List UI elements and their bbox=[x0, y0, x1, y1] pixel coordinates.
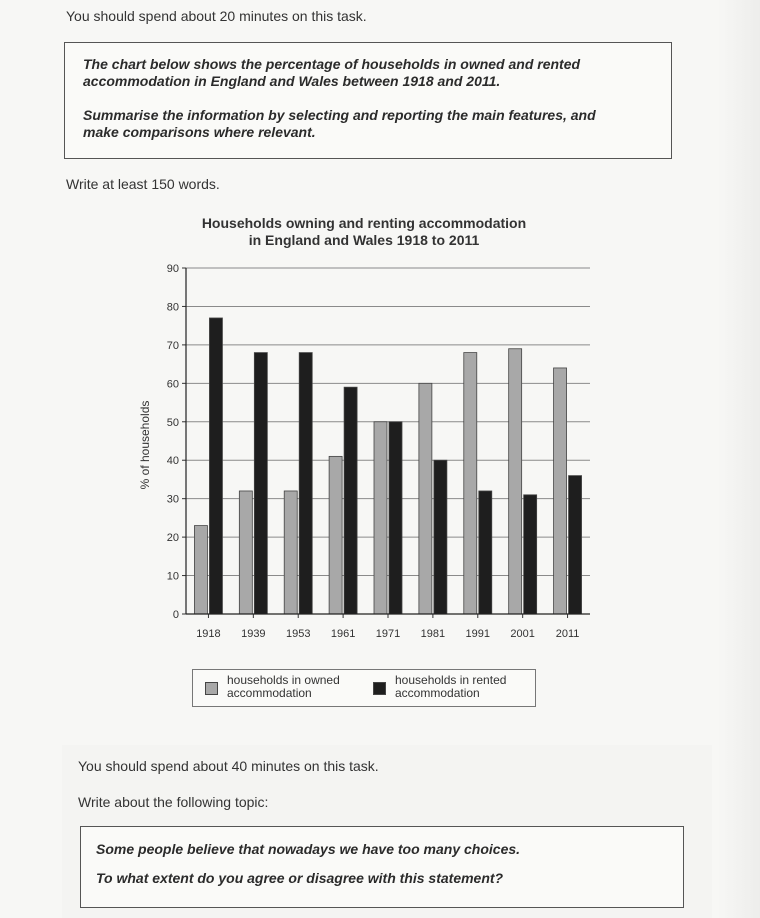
task1-summary-line2: make comparisons where relevant. bbox=[83, 124, 316, 140]
y-tick-label: 20 bbox=[166, 532, 179, 545]
bar-owned-1953 bbox=[284, 491, 297, 614]
legend-label-rented-line2: accommodation bbox=[395, 686, 480, 700]
legend-label-owned-line2: accommodation bbox=[227, 686, 312, 700]
bar-rented-1953 bbox=[299, 353, 312, 614]
task1-summary-line1: Summarise the information by selecting and reporting the main features, and bbox=[83, 107, 596, 123]
y-tick-label: 60 bbox=[166, 378, 179, 391]
y-tick-label: 50 bbox=[166, 416, 179, 429]
legend-swatch-owned bbox=[205, 682, 218, 695]
legend-label-rented bbox=[395, 674, 506, 700]
bar-owned-1939 bbox=[239, 491, 252, 614]
y-tick-label: 10 bbox=[166, 570, 179, 583]
bar-owned-1961 bbox=[329, 456, 342, 614]
bar-owned-1918 bbox=[194, 526, 207, 614]
y-tick-label: 0 bbox=[172, 609, 179, 621]
bar-rented-2001 bbox=[524, 495, 537, 614]
bar-rented-1991 bbox=[479, 491, 492, 614]
x-tick-label: 1918 bbox=[196, 628, 221, 640]
legend-label-owned bbox=[227, 674, 340, 700]
x-tick-label: 2001 bbox=[510, 628, 535, 640]
bar-rented-1971 bbox=[389, 422, 402, 614]
y-tick-label: 90 bbox=[166, 263, 179, 275]
x-tick-label: 1961 bbox=[330, 628, 356, 640]
bar-owned-2011 bbox=[554, 368, 567, 614]
task1-time-instruction: You should spend about 20 minutes on this task. bbox=[66, 8, 367, 24]
bar-rented-2011 bbox=[569, 476, 582, 614]
task1-prompt-line1: The chart below shows the percentage of households in owned and rented bbox=[83, 56, 581, 72]
bar-owned-2001 bbox=[509, 349, 522, 614]
x-tick-label: 1971 bbox=[375, 628, 401, 640]
task2-statement: Some people believe that nowadays we have too many choices. bbox=[96, 841, 521, 857]
task2-time-instruction: You should spend about 40 minutes on this task. bbox=[78, 758, 379, 774]
y-tick-label: 80 bbox=[166, 301, 179, 314]
chart-title-line1: Households owning and renting accommodation bbox=[201, 215, 527, 231]
bar-rented-1939 bbox=[254, 353, 267, 614]
y-tick-label: 70 bbox=[166, 339, 179, 352]
x-tick-label: 1991 bbox=[465, 628, 491, 640]
bar-owned-1971 bbox=[374, 422, 387, 614]
x-tick-label: 1981 bbox=[420, 628, 446, 640]
x-tick-label: 1939 bbox=[241, 628, 266, 640]
y-axis-label: % of households bbox=[138, 400, 152, 490]
task2-topic-box bbox=[80, 826, 684, 908]
legend-swatch-rented bbox=[373, 682, 386, 695]
bar-owned-1981 bbox=[419, 383, 432, 614]
y-tick-label: 30 bbox=[166, 493, 179, 506]
legend-label-owned-line1: households in owned bbox=[227, 673, 340, 687]
bar-rented-1918 bbox=[209, 318, 222, 614]
task2-topic-instruction: Write about the following topic: bbox=[78, 794, 269, 810]
x-tick-label: 2011 bbox=[555, 628, 580, 640]
task1-prompt-line2: accommodation in England and Wales between 1918 and 2011. bbox=[83, 73, 501, 89]
y-tick-label: 40 bbox=[166, 455, 179, 468]
bar-owned-1991 bbox=[464, 353, 477, 614]
bar-rented-1981 bbox=[434, 460, 447, 614]
bar-rented-1961 bbox=[344, 387, 357, 614]
task1-word-count: Write at least 150 words. bbox=[66, 176, 220, 192]
chart-legend bbox=[192, 669, 536, 707]
chart-title-line2: in England and Wales 1918 to 2011 bbox=[248, 232, 480, 248]
legend-label-rented-line1: households in rented bbox=[395, 673, 507, 687]
x-tick-label: 1953 bbox=[285, 628, 311, 640]
task2-question: To what extent do you agree or disagree with this statement? bbox=[96, 870, 504, 886]
